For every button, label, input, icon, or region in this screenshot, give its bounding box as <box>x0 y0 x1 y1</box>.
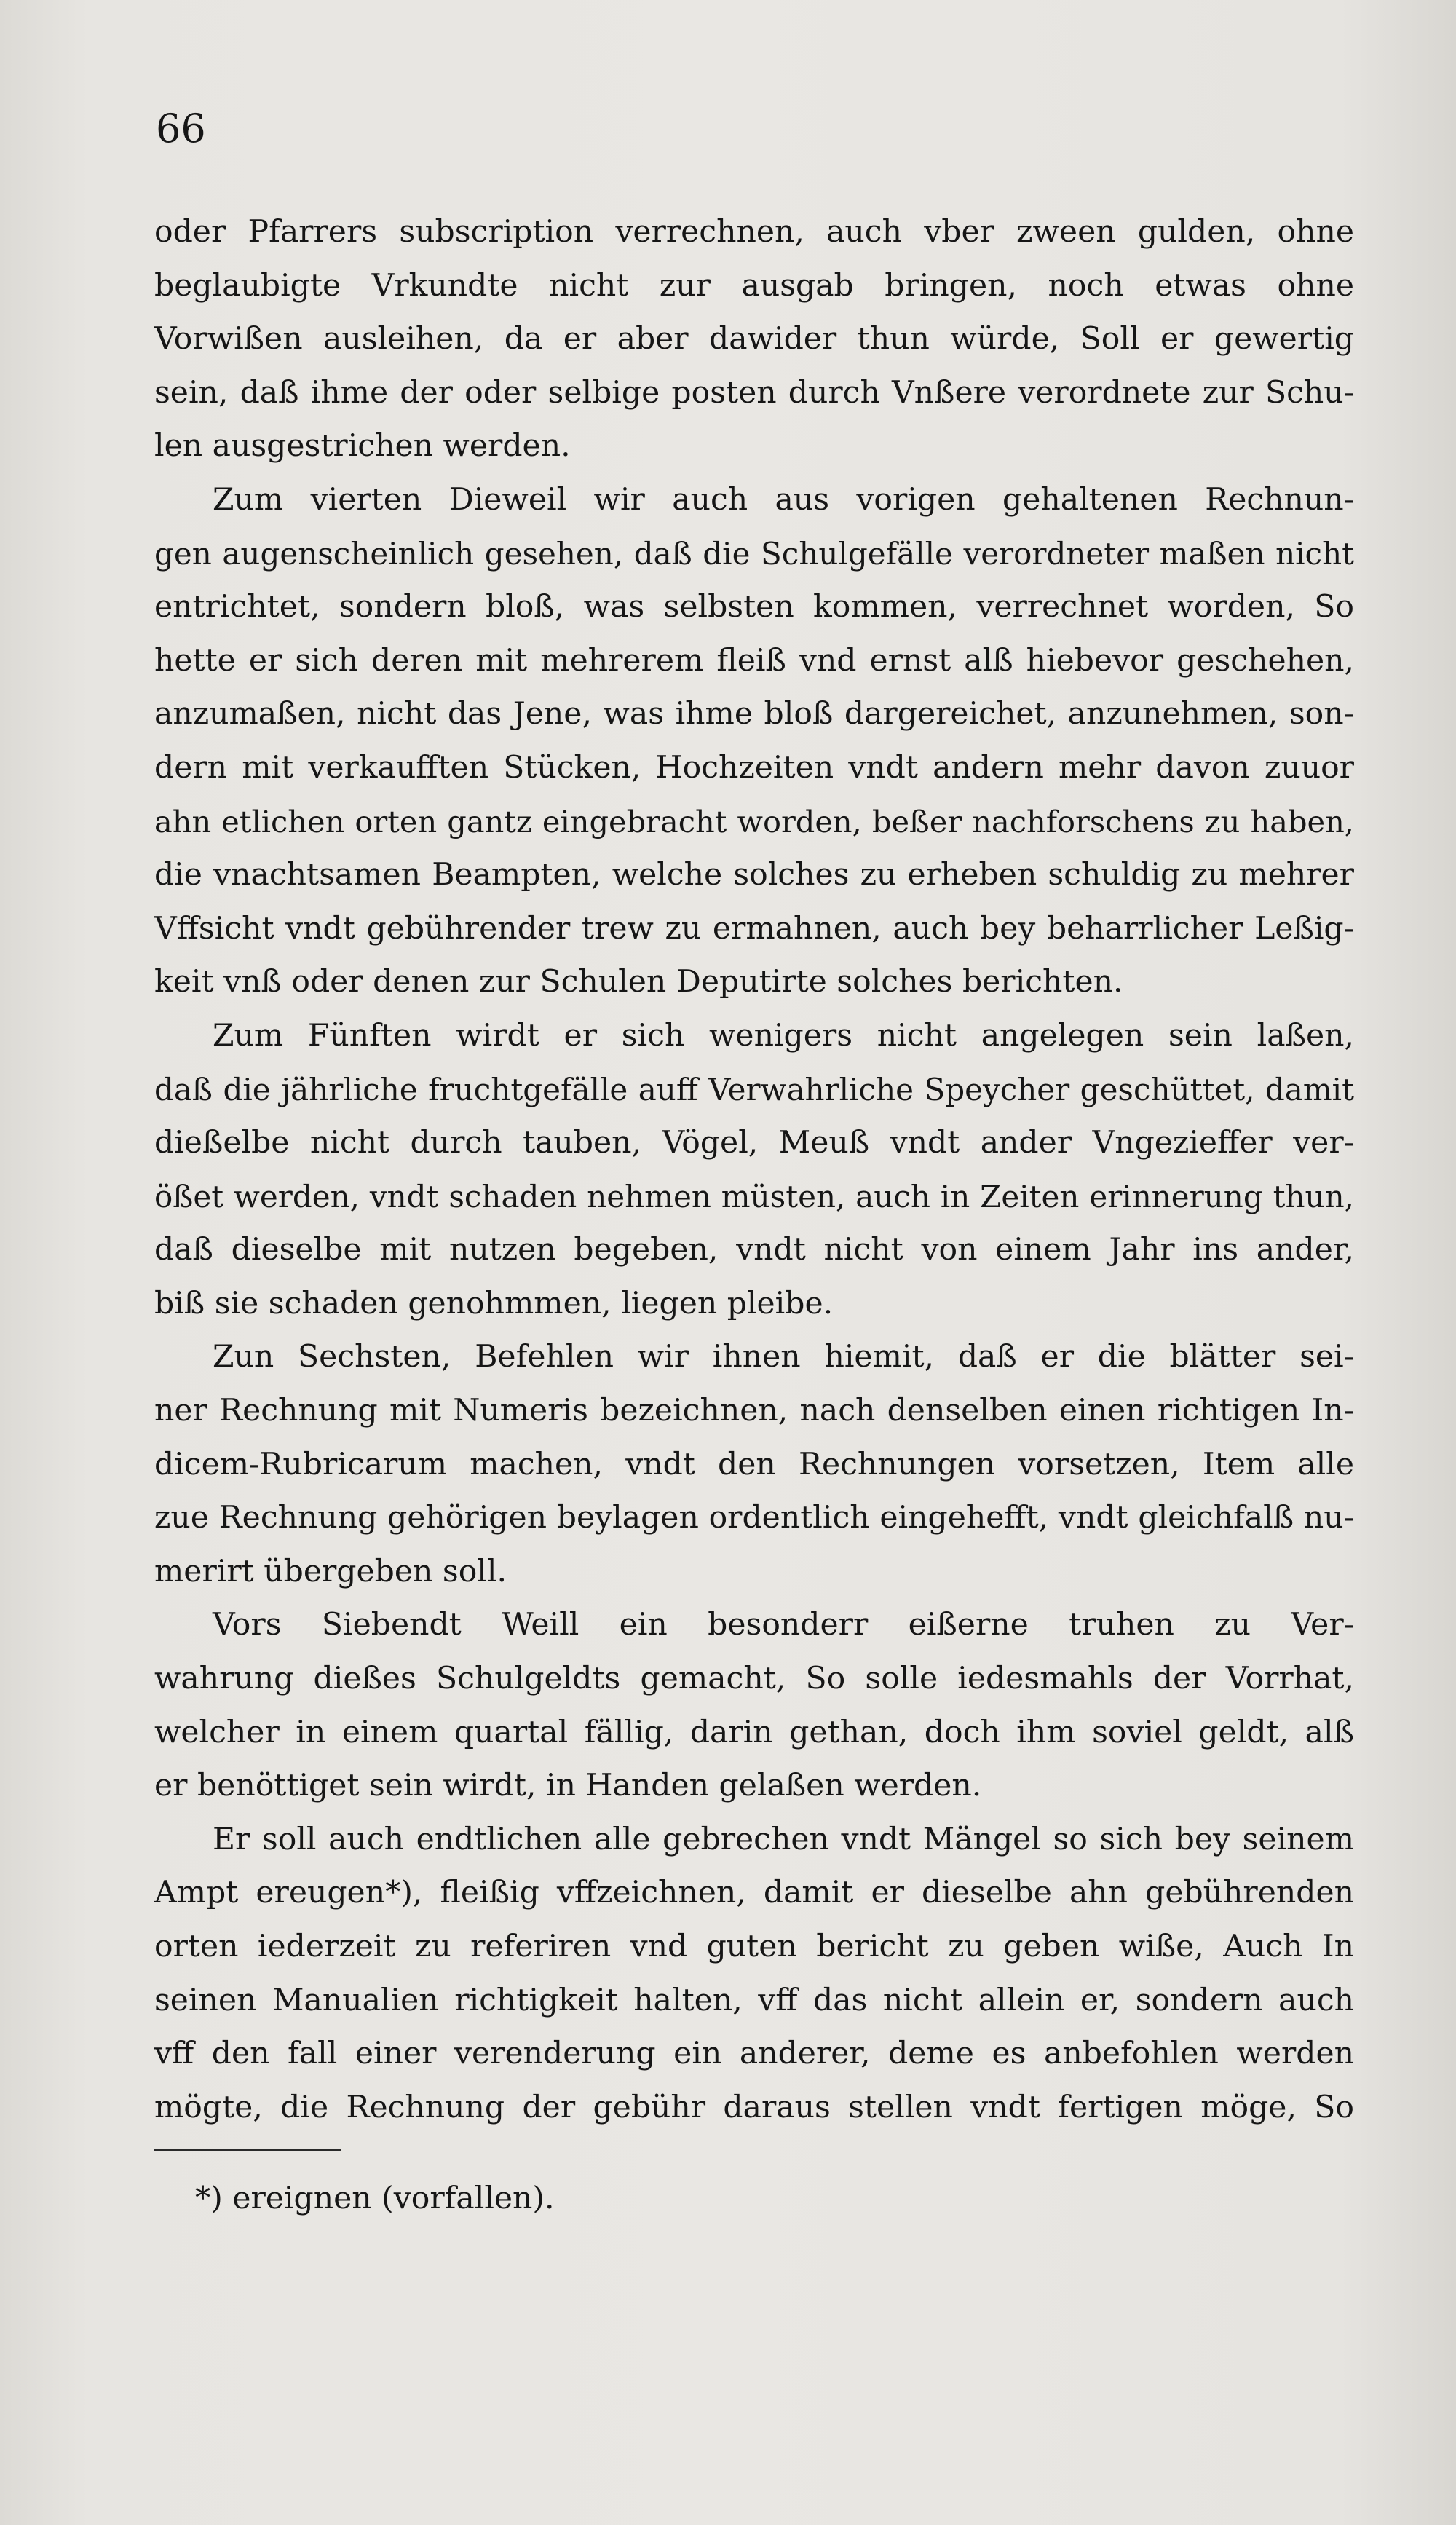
body-text <box>154 205 1354 2134</box>
text-line: beglaubigte Vrkundte nicht zur ausgab bringen, noch etwas ohne <box>154 267 1354 304</box>
text-line: dern mit verkaufften Stücken, Hochzeiten vndt andern mehr davon zuuor <box>154 749 1354 786</box>
text-line: mögte, die Rechnung der gebühr daraus stellen vndt fertigen möge, So <box>154 2089 1354 2125</box>
text-line: orten iederzeit zu referiren vnd guten bericht zu geben wiße, Auch In <box>154 1929 1354 1964</box>
text-line: dicem-Rubricarum machen, vndt den Rechnungen vorsetzen, Item alle <box>154 1446 1354 1482</box>
text-line: Zum Fünften wirdt er sich wenigers nicht angelegen sein laßen, <box>213 1017 1354 1054</box>
text-line: Zun Sechsten, Befehlen wir ihnen hiemit, daß er die blätter sei- <box>213 1339 1354 1375</box>
text-line: daß dieselbe mit nutzen begeben, vndt nicht von einem Jahr ins ander, <box>154 1232 1354 1268</box>
text-line: sein, daß ihme der oder selbige posten durch Vnßere verordnete zur Schu- <box>154 374 1354 411</box>
text-line: biß sie schaden genohmmen, liegen pleibe. <box>154 1285 834 1321</box>
page-number: 66 <box>156 106 206 151</box>
text-line: er benöttiget sein wirdt, in Handen gelaßen werden. <box>154 1768 982 1804</box>
text-line: entrichtet, sondern bloß, was selbsten kommen, verrechnet worden, So <box>154 589 1354 625</box>
text-line: welcher in einem quartal fällig, darin gethan, doch ihm soviel geldt, alß <box>154 1714 1354 1750</box>
text-line: ahn etlichen orten gantz eingebracht worden, beßer nachforschens zu haben, <box>154 803 1354 839</box>
text-line: Vors Siebendt Weill ein besonderr eißerne truhen zu Ver- <box>213 1607 1354 1643</box>
text-line: wahrung dießes Schulgeldts gemacht, So solle iedesmahls der Vorrhat, <box>154 1661 1354 1697</box>
text-line: gen augenscheinlich gesehen, daß die Schulgefälle verordneter maßen nicht <box>154 535 1354 572</box>
text-line: Zum vierten Dieweil wir auch aus vorigen gehaltenen Rechnun- <box>213 481 1354 518</box>
text-line: zue Rechnung gehörigen beylagen ordentlich eingehefft, vndt gleichfalß nu- <box>154 1500 1354 1536</box>
footnote: *) ereignen (vorfallen). <box>195 2181 555 2216</box>
text-line: hette er sich deren mit mehrerem fleiß vnd ernst alß hiebevor geschehen, <box>154 642 1354 679</box>
text-line: Ampt ereugen*), fleißig vffzeichnen, damit er dieselbe ahn gebührenden <box>154 1875 1354 1911</box>
text-line: merirt übergeben soll. <box>154 1553 507 1589</box>
text-line: Vorwißen ausleihen, da er aber dawider thun würde, Soll er gewertig <box>154 321 1354 357</box>
text-line: ner Rechnung mit Numeris bezeichnen, nach denselben einen richtigen In- <box>154 1393 1354 1429</box>
text-line: len ausgestrichen werden. <box>154 428 571 465</box>
text-line: keit vnß oder denen zur Schulen Deputirte solches berichten. <box>154 964 1123 1000</box>
text-line: vff den fall einer verenderung ein anderer, deme es anbefohlen werden <box>154 2036 1354 2072</box>
text-line: ößet werden, vndt schaden nehmen müsten, auch in Zeiten erinnerung thun, <box>154 1178 1354 1214</box>
text-line: oder Pfarrers subscription verrechnen, auch vber zween gulden, ohne <box>154 214 1354 250</box>
text-line: Er soll auch endtlichen alle gebrechen vndt Mängel so sich bey seinem <box>213 1821 1354 1857</box>
text-line: Vffsicht vndt gebührender trew zu ermahnen, auch bey beharrlicher Leßig- <box>154 910 1354 947</box>
text-line: daß die jährliche fruchtgefälle auff Verwahrliche Speycher geschüttet, damit <box>154 1071 1354 1107</box>
text-line: dießelbe nicht durch tauben, Vögel, Meuß vndt ander Vngezieffer ver- <box>154 1125 1354 1161</box>
text-line: die vnachtsamen Beampten, welche solches zu erheben schuldig zu mehrer <box>154 857 1354 893</box>
footnote-divider <box>154 2149 341 2151</box>
text-line: seinen Manualien richtigkeit halten, vff das nicht allein er, sondern auch <box>154 1982 1354 2018</box>
text-line: anzumaßen, nicht das Jene, was ihme bloß dargereichet, anzunehmen, son- <box>154 696 1354 732</box>
